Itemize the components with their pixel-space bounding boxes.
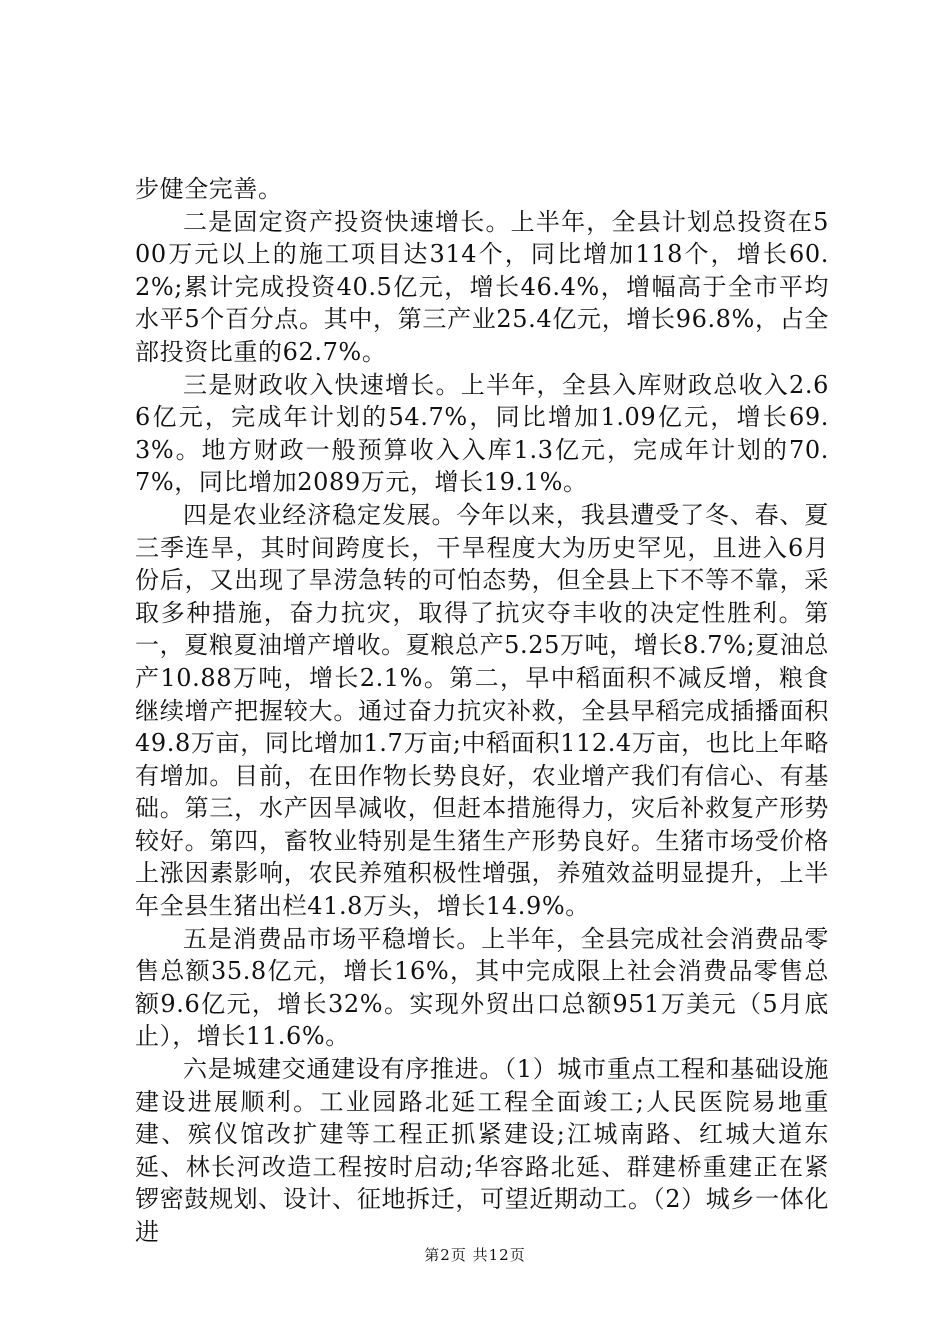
paragraph-fiscal-revenue: 三是财政收入快速增长。上半年，全县入库财政总收入2.66亿元，完成年计划的54.7%，同比增加1.09亿元，增长69.3%。地方财政一般预算收入入库1.3亿元，完成年计划的70.7%，同比增加2089万元，增长19.1%。 <box>135 370 829 497</box>
paragraph-agriculture: 四是农业经济稳定发展。今年以来，我县遭受了冬、春、夏三季连旱，其时间跨度长，干旱程度大为历史罕见，且进入6月份后，又出现了旱涝急转的可怕态势，但全县上下不等不靠，采取多种措施，奋力抗灾，取得了抗灾夺丰收的决定性胜利。第一，夏粮夏油增产增收。夏粮总产5.25万吨，增长8.7%;夏油总产10.88万吨，增长2.1%。第二，早中稻面积不减反增，粮食继续增产把握较大。通过奋力抗灾补救，全县早稻完成插播面积49.8万亩，同比增加1.7万亩;中稻面积112.4万亩，也比上年略有增加。目前，在田作物长势良好，农业增产我们有信心、有基础。第三，水产因旱减收，但赶本措施得力，灾后补救复产形势较好。第四，畜牧业特别是生猪生产形势良好。生猪市场受价格上涨因素影响，农民养殖积极性增强，养殖效益明显提升，上半年全县生猪出栏41.8万头，增长14.9%。 <box>135 500 829 921</box>
paragraph-fixed-asset-investment: 二是固定资产投资快速增长。上半年，全县计划总投资在500万元以上的施工项目达314个，同比增加118个，增长60.2%;累计完成投资40.5亿元，增长46.4%，增幅高于全市平均水平5个百分点。其中，第三产业25.4亿元，增长96.8%，占全部投资比重的62.7%。 <box>135 207 829 366</box>
paragraph-urban-construction: 六是城建交通建设有序推进。（1）城市重点工程和基础设施建设进展顺利。工业园路北延工程全面竣工;人民医院易地重建、殡仪馆改扩建等工程正抓紧建设;江城南路、红城大道东延、林长河改造工程按时启动;华容路北延、群建桥重建正在紧锣密鼓规划、设计、征地拆迁，可望近期动工。（2）城乡一体化进 <box>135 1055 829 1246</box>
paragraph-consumer-market: 五是消费品市场平稳增长。上半年，全县完成社会消费品零售总额35.8亿元，增长16%，其中完成限上社会消费品零售总额9.6亿元，增长32%。实现外贸出口总额951万美元（5月底止），增长11.6%。 <box>135 924 829 1051</box>
page-number-footer: 第2页 共12页 <box>424 1246 526 1264</box>
document-body <box>135 173 829 1249</box>
paragraph-continuation: 步健全完善。 <box>135 175 283 203</box>
